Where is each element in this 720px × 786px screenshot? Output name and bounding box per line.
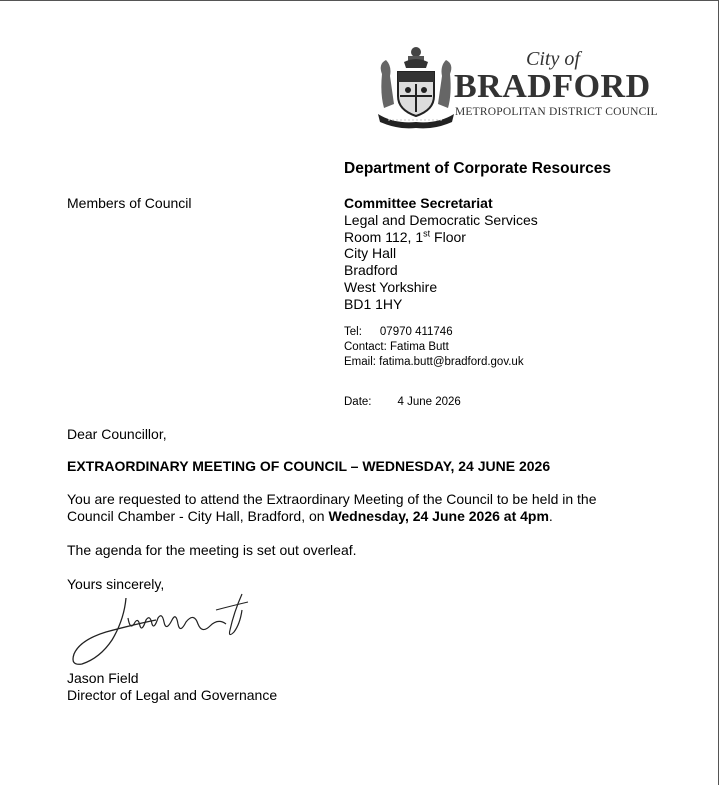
invitation-paragraph: You are requested to attend the Extraordinary Meeting of the Council to be held in the Council Chamber - City Hall, Bradford, on Wednesday, 24 June 2026 at 4pm. (67, 491, 597, 524)
contact-name: Contact: Fatima Butt (344, 341, 449, 353)
letter-date (344, 396, 461, 408)
address-line-7: BD1 1HY (344, 295, 403, 312)
signatory-name: Jason Field (67, 670, 139, 686)
sender-address (344, 195, 538, 313)
contact-details (344, 325, 524, 370)
date-label: Date: (344, 396, 372, 408)
closing: Yours sincerely, (67, 576, 165, 592)
address-line-1: Committee Secretariat (344, 195, 493, 211)
email: Email: fatima.butt@bradford.gov.uk (344, 356, 524, 368)
handwritten-signature (66, 590, 256, 670)
address-line-4: City Hall (344, 245, 397, 262)
logo-city-of: City of (526, 48, 580, 70)
date-value: 4 June 2026 (397, 396, 461, 408)
signatory-title: Director of Legal and Governance (67, 687, 278, 703)
logo-name: BRADFORD (454, 68, 651, 105)
recipient: Members of Council (67, 195, 192, 211)
meeting-heading: EXTRAORDINARY MEETING OF COUNCIL – WEDNESDAY, 24 JUNE 2026 (67, 458, 551, 474)
signatory (67, 670, 277, 704)
agenda-paragraph: The agenda for the meeting is set out overleaf. (67, 542, 357, 558)
address-line-6: West Yorkshire (344, 278, 438, 295)
logo-council: METROPOLITAN DISTRICT COUNCIL (455, 106, 658, 118)
telephone: Tel: 07970 411746 (344, 326, 453, 338)
address-line-2: Legal and Democratic Services (344, 211, 538, 228)
address-line-3: Room 112, 1st Floor (344, 227, 466, 245)
salutation: Dear Councillor, (67, 426, 167, 442)
department-title: Department of Corporate Resources (344, 160, 612, 177)
council-logo (374, 44, 666, 134)
coat-of-arms-icon (374, 44, 458, 130)
address-line-5: Bradford (344, 262, 398, 279)
